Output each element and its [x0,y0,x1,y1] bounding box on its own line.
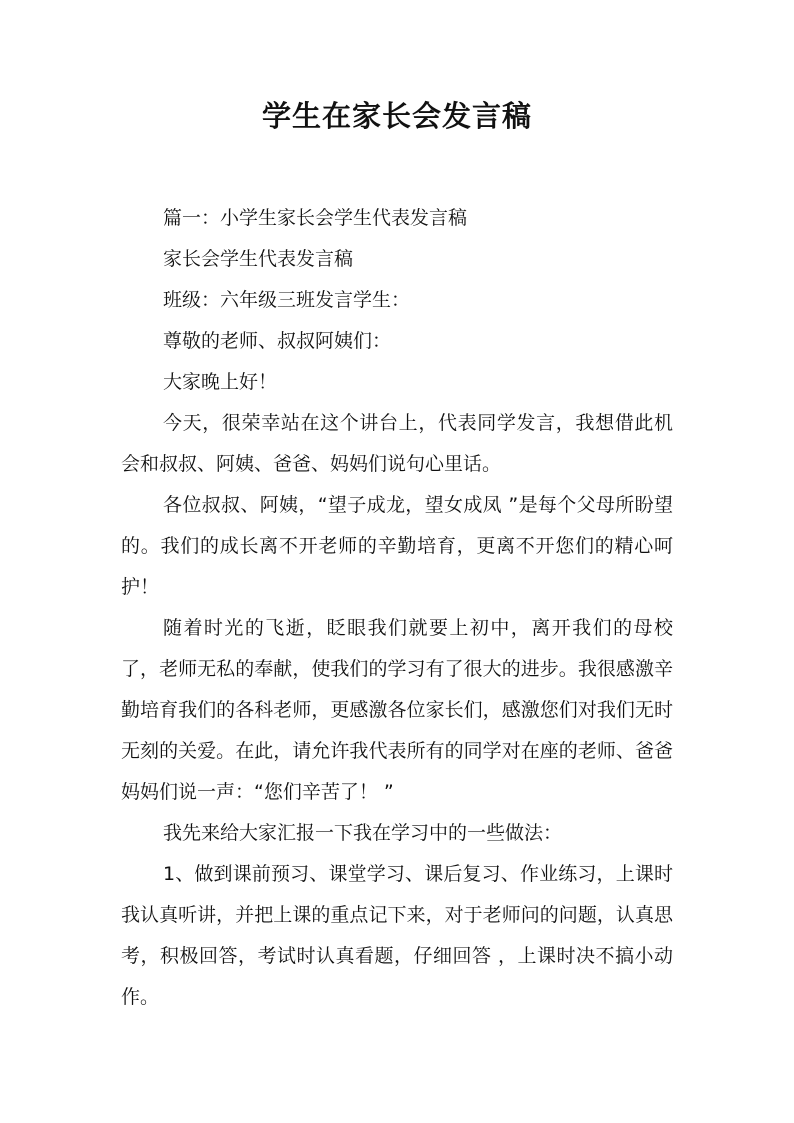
paragraph-class-info: 班级：六年级三班发言学生： [163,289,411,311]
paragraph-speech-title: 家长会学生代表发言稿 [163,248,354,270]
paragraph-body: 随着时光的飞逝，眨眼我们就要上初中，离开我们的母校了，老师无私的奉献，使我们的学习有了很大的进步。我很感激辛勤培育我们的各科老师，更感激各位家长们，感激您们对我们无时无刻的关爱。在此，请允许我代表所有的同学对在座的老师、爸爸妈妈们说一声：“您们辛苦了！ ” [121,617,673,803]
paragraph-body: 1、做到课前预习、课堂学习、课后复习、作业练习，上课时我认真听讲，并把上课的重点记下来，对于老师问的问题，认真思考，积极回答，考试时认真看题，仔细回答 ，上课时决不搞小动作。 [121,863,673,1008]
paragraph-body: 今天，很荣幸站在这个讲台上，代表同学发言，我想借此机会和叔叔、阿姨、爸爸、妈妈们说句心里话。 [121,412,673,475]
paragraph-body: 各位叔叔、阿姨，“望子成龙，望女成凤 ”是每个父母所盼望的。我们的成长离不开老师的辛勤培育，更离不开您们的精心呵护！ [121,494,673,598]
paragraph-body: 我先来给大家汇报一下我在学习中的一些做法： [163,822,563,844]
paragraph-salutation: 尊敬的老师、叔叔阿姨们： [163,330,392,352]
paragraph-section-heading: 篇一：小学生家长会学生代表发言稿 [163,207,468,229]
document-body [121,198,673,1018]
document-title: 学生在家长会发言稿 [261,99,532,133]
paragraph-greeting: 大家晚上好！ [163,371,278,393]
